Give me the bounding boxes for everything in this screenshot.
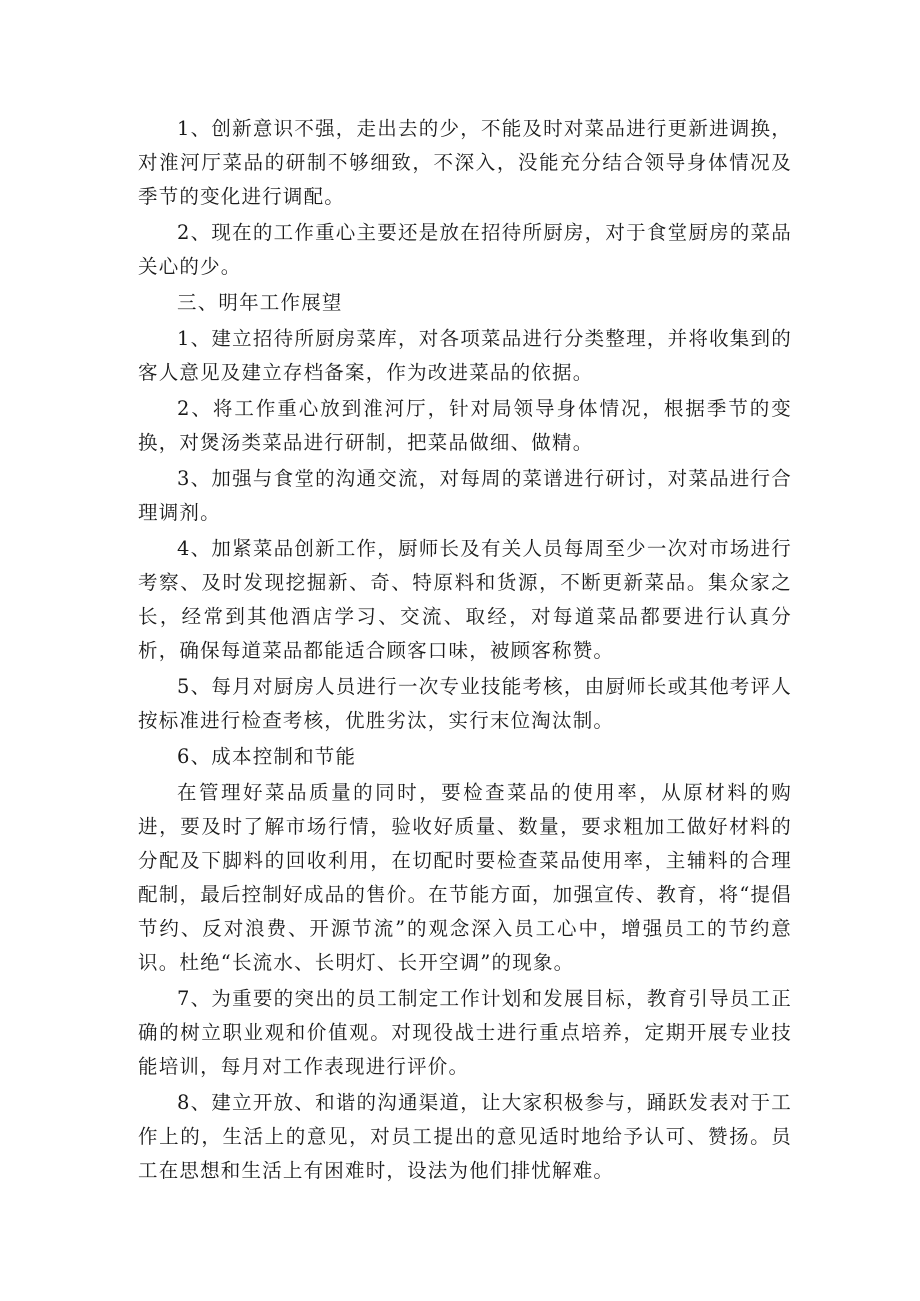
plan-item-8: 8、建立开放、和谐的沟通渠道，让大家积极参与，踊跃发表对于工作上的，生活上的意见，对员工提出的意见适时地给予认可、赞扬。员工在思想和生活上有困难时，设法为他们排忧解难。 xyxy=(138,1091,792,1182)
paragraph-2: 2、现在的工作重心主要还是放在招待所厨房，对于食堂厨房的菜品关心的少。 xyxy=(138,221,792,278)
section-heading: 三、明年工作展望 xyxy=(177,291,343,314)
paragraph-1: 1、创新意识不强，走出去的少，不能及时对菜品进行更新进调换，对淮河厅菜品的研制不够细致，不深入，没能充分结合领导身体情况及季节的变化进行调配。 xyxy=(138,117,792,208)
document-body xyxy=(138,112,792,1190)
cost-control-paragraph: 在管理好菜品质量的同时，要检查菜品的使用率，从原材料的购进，要及时了解市场行情，验收好质量、数量，要求粗加工做好材料的分配及下脚料的回收利用，在切配时要检查菜品使用率，主辅料的合理配制，最后控制好成品的售价。在节能方面，加强宣传、教育，将“提倡节约、反对浪费、开源节流”的观念深入员工心中，增强员工的节约意识。杜绝“长流水、长明灯、长开空调”的现象。 xyxy=(138,781,792,974)
plan-item-7: 7、为重要的突出的员工制定工作计划和发展目标，教育引导员工正确的树立职业观和价值观。对现役战士进行重点培养，定期开展专业技能培训，每月对工作表现进行评价。 xyxy=(138,987,792,1078)
plan-item-3: 3、加强与食堂的沟通交流，对每周的菜谱进行研讨，对菜品进行合理调剂。 xyxy=(138,467,792,524)
plan-item-4: 4、加紧菜品创新工作，厨师长及有关人员每周至少一次对市场进行考察、及时发现挖掘新、奇、特原料和货源，不断更新菜品。集众家之长，经常到其他酒店学习、交流、取经，对每道菜品都要进行认真分析，确保每道菜品都能适合顾客口味，被顾客称赞。 xyxy=(138,537,792,662)
plan-item-1: 1、建立招待所厨房菜库，对各项菜品进行分类整理，并将收集到的客人意见及建立存档备案，作为改进菜品的依据。 xyxy=(138,327,792,384)
plan-item-6: 6、成本控制和节能 xyxy=(177,745,357,768)
plan-item-2: 2、将工作重心放到淮河厅，针对局领导身体情况，根据季节的变换，对煲汤类菜品进行研制，把菜品做细、做精。 xyxy=(138,397,792,454)
plan-item-5: 5、每月对厨房人员进行一次专业技能考核，由厨师长或其他考评人按标准进行检查考核，优胜劣汰，实行末位淘汰制。 xyxy=(138,675,792,732)
